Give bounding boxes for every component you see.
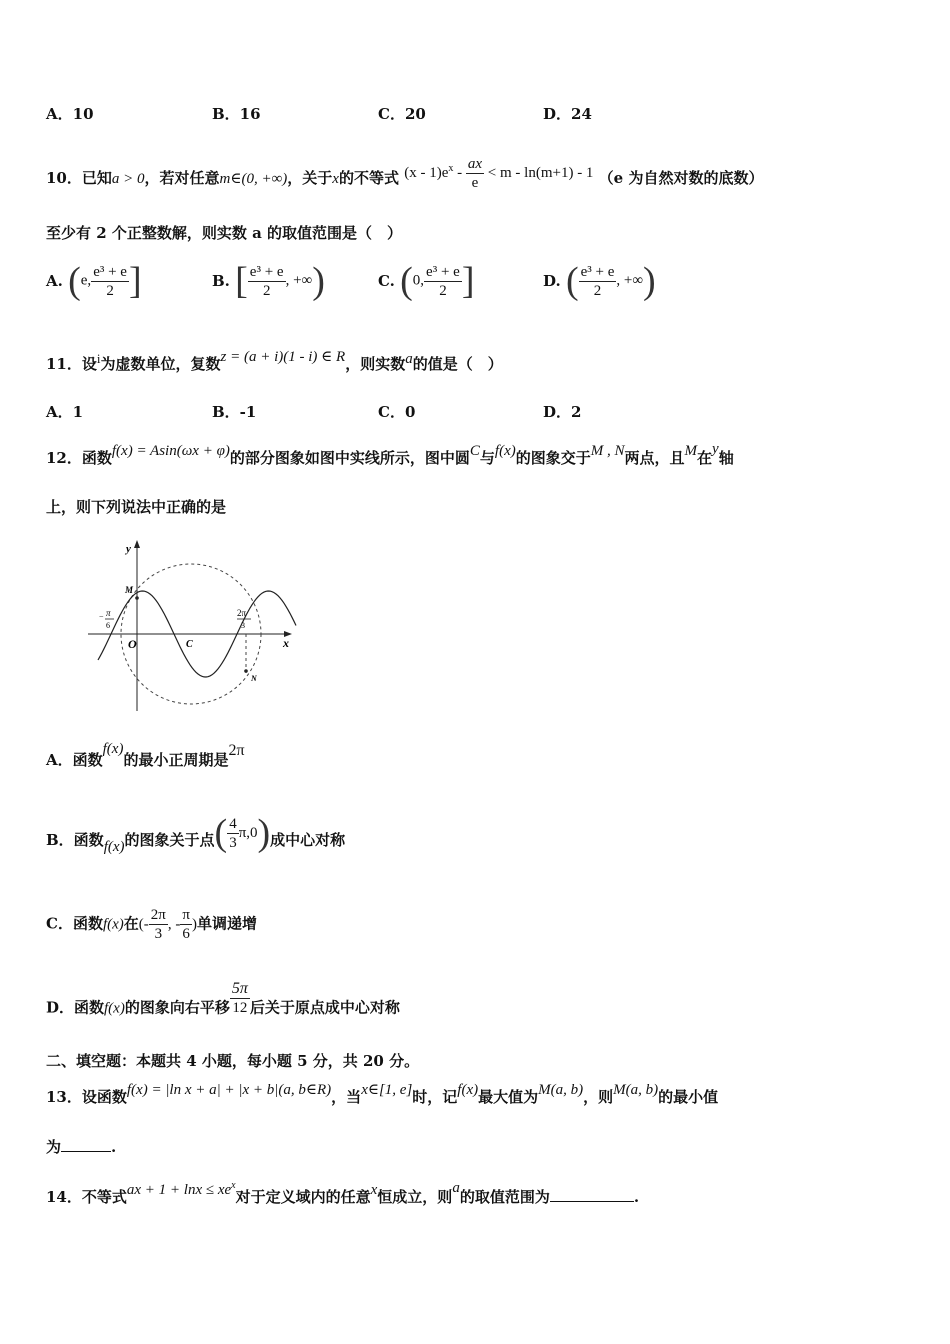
y-axis-label: y: [126, 543, 131, 555]
q11-option-a: A．1: [46, 403, 84, 421]
q10-option-b: B. [ $\frac{\text{e³ + e}}{2}$ , +∞): [212, 260, 325, 302]
svg-text:2π: 2π: [237, 608, 247, 618]
q14-inequality: ax + $1 + \ln x \le xe^x$: [126, 1180, 236, 1198]
point-n: [244, 669, 248, 673]
q10-inequality: $(x - 1)e^x$ - $\frac{ax}{e}$ < m - ln(m+1) - 1: [404, 156, 594, 191]
c-label: C: [186, 639, 193, 650]
q9-option-d: D．24: [543, 105, 592, 123]
q10-condition: a > 0: [111, 170, 145, 187]
q9-option-a: A．10: [46, 105, 94, 123]
q11-option-b: B．-1: [212, 403, 257, 421]
n-label: N: [251, 674, 257, 683]
origin-label: O: [128, 637, 137, 651]
q10-line2: 至少有 2 个正整数解，则实数 a 的取值范围是（ ）: [46, 224, 403, 242]
q10-note: （e 为自然对数的底数）: [598, 168, 764, 187]
q10-option-a: A. (e, $\frac{\text{e³ + e}}{2}$ ]: [46, 260, 142, 302]
q12-line1: 12．函数f(x) = Asin(ωx + φ)的部分图象如图中实线所示，图中圆C与f(x)的图象交于M , N两点，且M在y轴: [46, 441, 734, 467]
q11-line1: 11．设i为虚数单位，复数z = (a + i)(1 - i) ∈ R，则实数a的值是（ ）: [46, 349, 503, 373]
q10-line1: 10．已知a > 0，若对任意m∈(0, +∞)，关于x的不等式 $(x - 1)e^x$ - $\frac{ax}{e}$ < m - ln(m+1) - 1 （e 为自然对数的底数）: [46, 156, 764, 191]
x-axis-label: x: [283, 636, 289, 650]
y-axis: [134, 540, 140, 711]
q10-option-d: D. ( $\frac{\text{e³ + e}}{2}$ , +∞): [543, 260, 656, 302]
q11-expression: z = (a + i)(1 - i) ∈ R: [220, 349, 346, 365]
svg-text:π: π: [106, 608, 111, 618]
q9-option-c: C．20: [378, 105, 426, 123]
q12-line2: 上，则下列说法中正确的是: [46, 498, 227, 516]
q12-function-graph: [86, 535, 306, 715]
q9-option-b: B．16: [212, 105, 261, 123]
q14-line1: 14．不等式ax + $1 + \ln x \le xe^x$对于定义域内的任意x恒成立，则a的取值范围为 .: [46, 1180, 640, 1206]
q13-function: f(x) = |ln x + a| + |x + b|(a, b∈R): [126, 1082, 332, 1098]
q12-option-d: D．函数f(x)的图象向右平移 $\frac{5\pi}{12}$ 后关于原点成中心对称: [46, 980, 400, 1017]
q13-line1: 13．设函数f(x) = |ln x + a| + |x + b|(a, b∈R)，当x∈[1, e]时，记f(x)最大值为M(a, b)，则M(a, b)的最小值: [46, 1082, 719, 1106]
two-pi-three-tick: [237, 608, 251, 630]
m-label: M: [125, 585, 134, 595]
svg-text:3: 3: [241, 621, 245, 630]
q13-answer-blank[interactable]: [61, 1151, 111, 1152]
q10-m-domain: m∈(0, +∞): [219, 170, 288, 187]
svg-text:−: −: [99, 612, 104, 621]
section-heading: 二、填空题：本题共 4 小题，每小题 5 分，共 20 分。: [46, 1052, 420, 1070]
q10-option-c: C. (0, $\frac{\text{e³ + e}}{2}$ ]: [378, 260, 475, 302]
q12-function: f(x) = Asin(ωx + φ): [111, 443, 230, 459]
point-m: [135, 596, 139, 600]
q11-option-c: C．0: [378, 403, 416, 421]
neg-pi-six-tick: [99, 608, 114, 630]
q11-option-d: D．2: [543, 403, 582, 421]
q12-option-a: A．函数f(x)的最小正周期是2π: [46, 741, 245, 769]
q12-option-c: C．函数f(x)在(- $\frac{2\pi}{3}$ , - $\frac{\pi}{6}$ )单调递增: [46, 907, 257, 942]
q13-line2: 为 .: [46, 1138, 117, 1156]
q12-option-b: B．函数f(x)的图象关于点( $\frac{4}{3}$ π,0)成中心对称: [46, 812, 346, 855]
q14-answer-blank[interactable]: [550, 1201, 634, 1202]
svg-text:6: 6: [106, 621, 110, 630]
